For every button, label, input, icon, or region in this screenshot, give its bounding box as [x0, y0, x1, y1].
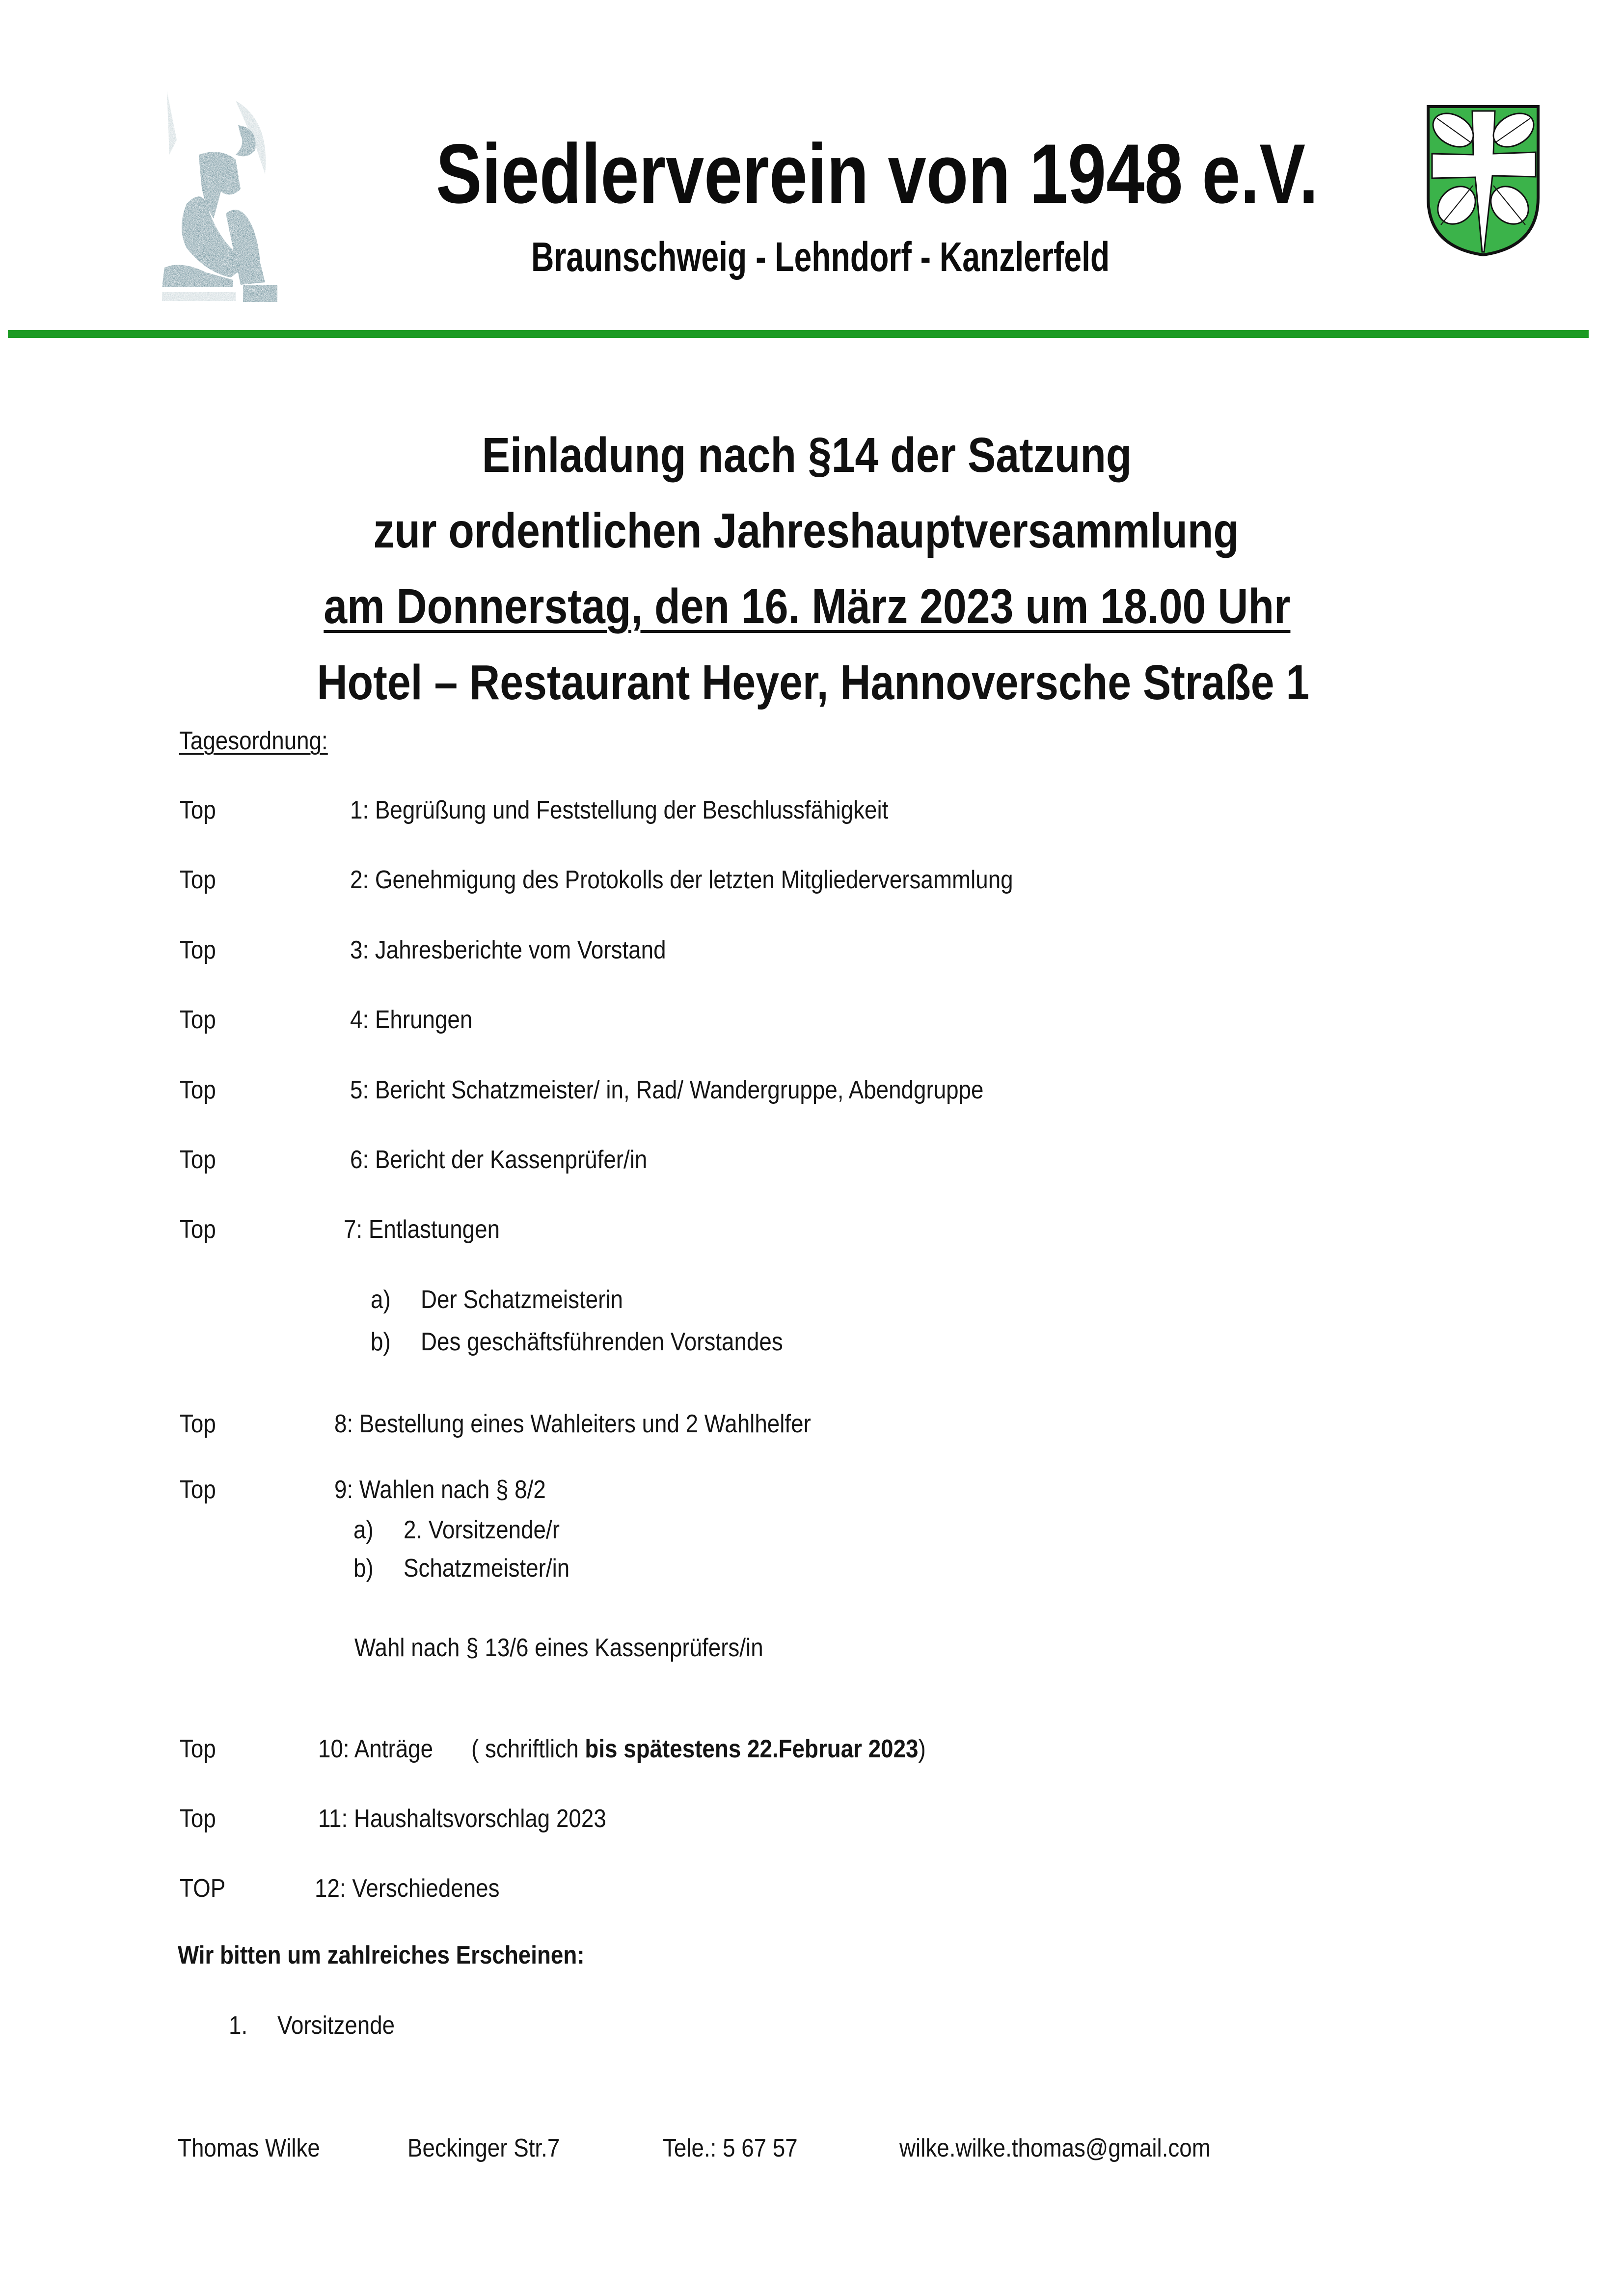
club-name: Siedlerverein von 1948 e.V. [436, 127, 1319, 221]
footer-phone: Tele.: 5 67 57 [663, 2134, 798, 2162]
agenda-item: 9: Wahlen nach § 8/2 [334, 1476, 546, 1504]
agenda-item-prefix: TOP [180, 1874, 226, 1903]
sub-item-marker: a) [353, 1516, 374, 1544]
meeting-venue: Hotel – Restaurant Heyer, Hannoversche Straße 1 [317, 655, 1309, 710]
agenda-item-prefix: Top [180, 866, 216, 894]
closing-text: Wir bitten um zahlreiches Erscheinen: [178, 1941, 585, 1969]
invitation-title: Einladung nach §14 der Satzung [482, 428, 1132, 483]
deadline-date: bis spätestens 22.Februar 2023 [585, 1735, 919, 1763]
agenda-item: 7: Entlastungen [344, 1215, 500, 1244]
club-subtitle: Braunschweig - Lehndorf - Kanzlerfeld [531, 234, 1110, 280]
agenda-label: Tagesordnung: [179, 727, 328, 755]
sub-item-marker: a) [371, 1285, 391, 1314]
agenda-item-prefix: Top [180, 1146, 216, 1174]
agenda-item: 2: Genehmigung des Protokolls der letzten Mitgliederversammlung [350, 866, 1013, 894]
sub-item-marker: b) [353, 1554, 374, 1583]
agenda-item-prefix: Top [180, 1410, 216, 1438]
agenda-item-prefix: Top [180, 1006, 216, 1034]
agenda-item: 11: Haushaltsvorschlag 2023 [318, 1804, 606, 1833]
agenda-item: 12: Verschiedenes [315, 1874, 500, 1903]
agenda-item-deadline: ( schriftlich bis spätestens 22.Februar 2023) [471, 1735, 926, 1763]
agenda-note: Wahl nach § 13/6 eines Kassenprüfers/in [354, 1634, 763, 1662]
sub-item: Schatzmeister/in [404, 1554, 570, 1583]
club-logo-icon [147, 86, 295, 312]
sub-item-marker: b) [371, 1328, 391, 1356]
footer-name: Thomas Wilke [178, 2134, 320, 2162]
agenda-item: 5: Bericht Schatzmeister/ in, Rad/ Wandergruppe, Abendgruppe [350, 1076, 984, 1104]
agenda-item-prefix: Top [180, 1476, 216, 1504]
meeting-date: am Donnerstag, den 16. März 2023 um 18.00 Uhr [324, 579, 1291, 634]
agenda-item-prefix: Top [180, 1804, 216, 1833]
footer-address: Beckinger Str.7 [407, 2134, 560, 2162]
agenda-item-prefix: Top [180, 1735, 216, 1763]
agenda-item-prefix: Top [180, 1076, 216, 1104]
header-divider [8, 330, 1589, 338]
signoff-role: Vorsitzende [277, 2011, 395, 2040]
sub-item: Des geschäftsführenden Vorstandes [421, 1328, 783, 1356]
footer-email[interactable]: wilke.wilke.thomas@gmail.com [899, 2134, 1211, 2162]
coat-of-arms-icon [1426, 105, 1540, 257]
agenda-item: 10: Anträge [318, 1735, 433, 1763]
agenda-item: 6: Bericht der Kassenprüfer/in [350, 1146, 648, 1174]
agenda-item-prefix: Top [180, 796, 216, 824]
agenda-item-prefix: Top [180, 1215, 216, 1244]
agenda-item: 4: Ehrungen [350, 1006, 473, 1034]
agenda-item: 1: Begrüßung und Feststellung der Beschlussfähigkeit [350, 796, 889, 824]
signoff-number: 1. [229, 2011, 248, 2040]
sub-item: 2. Vorsitzende/r [404, 1516, 560, 1544]
invitation-subtitle: zur ordentlichen Jahreshauptversammlung [373, 503, 1239, 558]
agenda-item-prefix: Top [180, 936, 216, 964]
agenda-item: 3: Jahresberichte vom Vorstand [350, 936, 666, 964]
agenda-item: 8: Bestellung eines Wahleiters und 2 Wahlhelfer [334, 1410, 811, 1438]
sub-item: Der Schatzmeisterin [421, 1285, 623, 1314]
